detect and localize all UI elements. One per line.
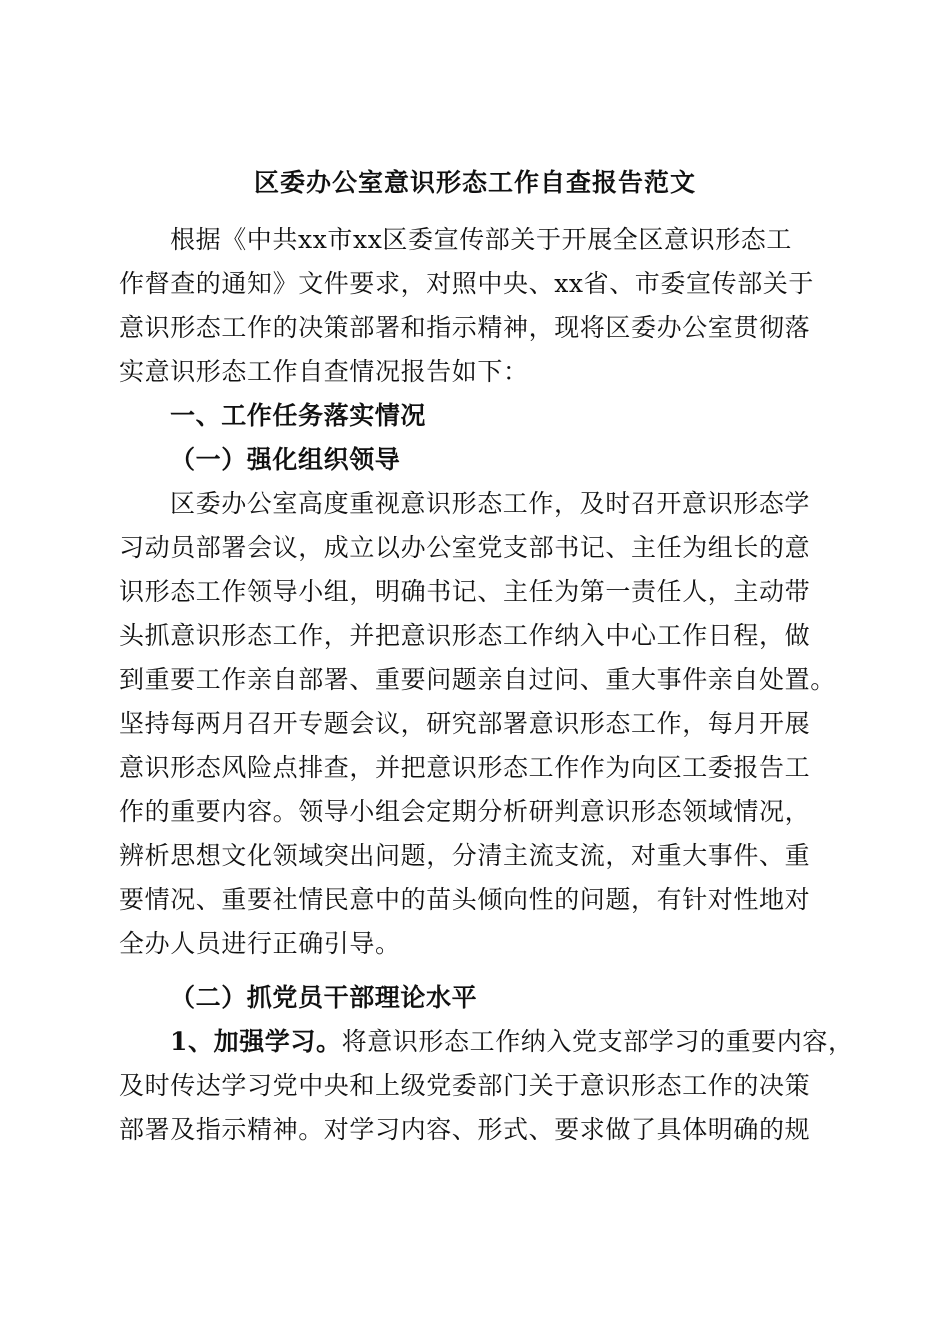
item-line-2: 及时传达学习党中央和上级党委部门关于意识形态工作的决策 — [119, 1071, 811, 1100]
body-line: 习动员部署会议，成立以办公室党支部书记、主任为组长的意 — [119, 533, 811, 562]
intro-line-2: 作督查的通知》文件要求，对照中央、xx省、市委宣传部关于 — [119, 269, 815, 298]
item-lead: 1、加强学习。 — [170, 1027, 342, 1056]
intro-line-1: 根据《中共xx市xx区委宣传部关于开展全区意识形态工 — [170, 225, 792, 254]
body-line: 到重要工作亲自部署、重要问题亲自过问、重大事件亲自处置。 — [119, 665, 836, 694]
document-title: 区委办公室意识形态工作自查报告范文 — [253, 168, 696, 197]
body-line: 意识形态风险点排查，并把意识形态工作作为向区工委报告工 — [119, 753, 811, 782]
body-line: 全办人员进行正确引导。 — [119, 929, 401, 958]
body-line: 识形态工作领导小组，明确书记、主任为第一责任人，主动带 — [119, 577, 811, 606]
intro-line-3: 意识形态工作的决策部署和指示精神，现将区委办公室贯彻落 — [119, 313, 811, 342]
intro-line-4: 实意识形态工作自查情况报告如下： — [119, 357, 529, 386]
body-line: 要情况、重要社情民意中的苗头倾向性的问题，有针对性地对 — [119, 885, 811, 914]
section-heading-1: 一、工作任务落实情况 — [170, 401, 427, 430]
item-line-1 — [170, 1022, 854, 1062]
item-line-3: 部署及指示精神。对学习内容、形式、要求做了具体明确的规 — [119, 1115, 811, 1144]
item-text: 将意识形态工作纳入党支部学习的重要内容， — [341, 1027, 854, 1056]
body-line: 区委办公室高度重视意识形态工作，及时召开意识形态学 — [170, 489, 811, 518]
subsection-heading-1: （一）强化组织领导 — [170, 445, 401, 474]
body-line: 作的重要内容。领导小组会定期分析研判意识形态领域情况， — [119, 797, 811, 826]
body-line: 辨析思想文化领域突出问题，分清主流支流，对重大事件、重 — [119, 841, 811, 870]
subsection-heading-2: （二）抓党员干部理论水平 — [170, 983, 478, 1012]
body-line: 坚持每两月召开专题会议，研究部署意识形态工作，每月开展 — [119, 709, 811, 738]
body-line: 头抓意识形态工作，并把意识形态工作纳入中心工作日程，做 — [119, 621, 811, 650]
